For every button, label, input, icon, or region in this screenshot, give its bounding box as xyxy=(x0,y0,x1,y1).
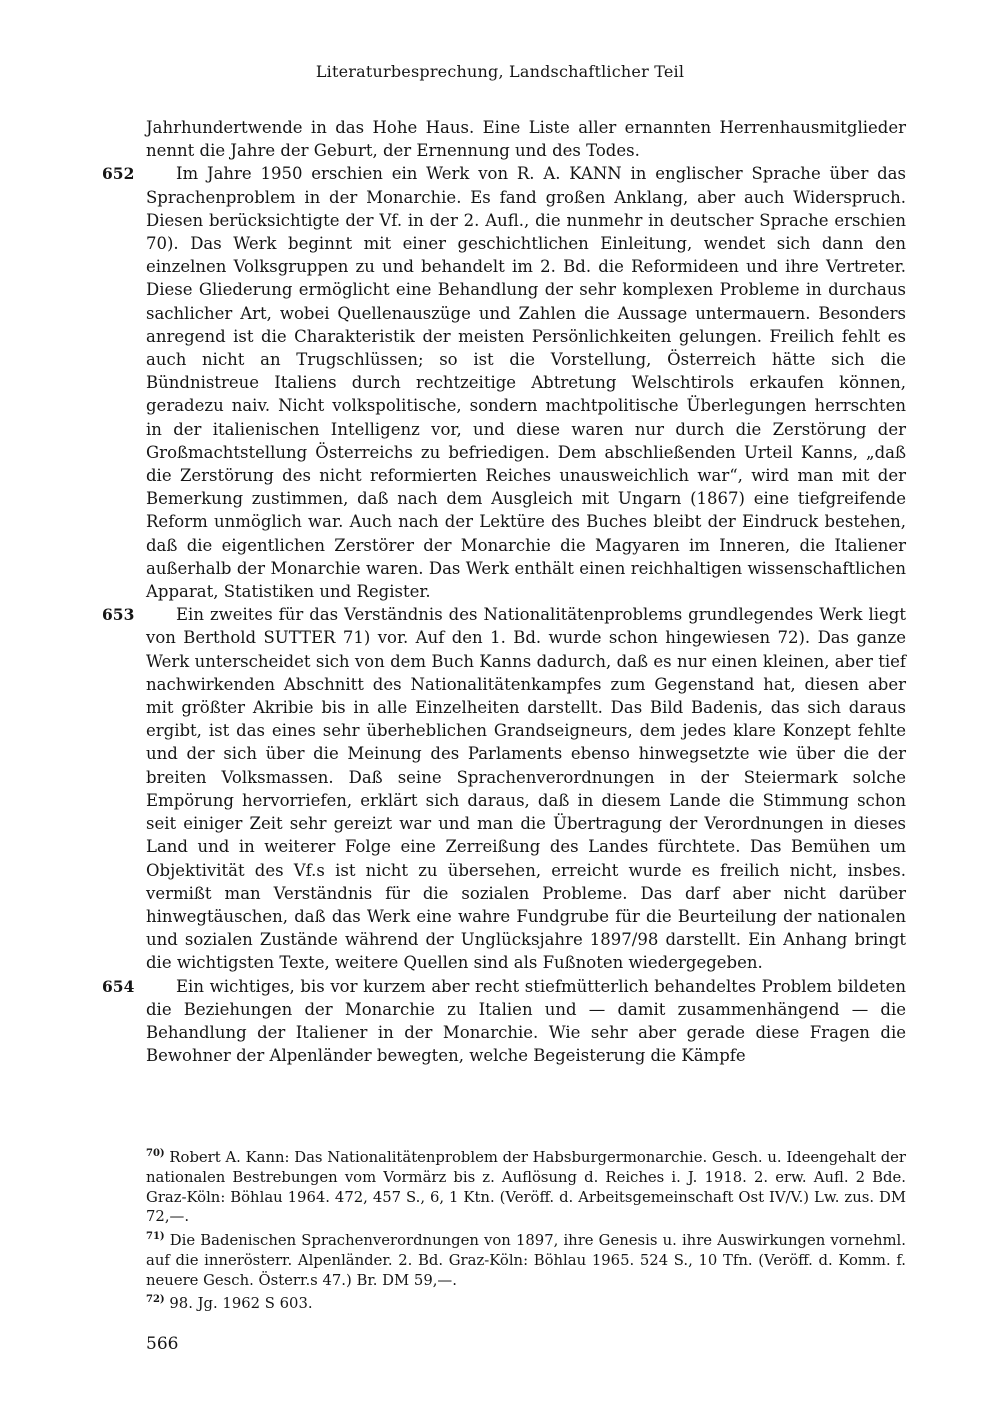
body-text xyxy=(102,116,906,1067)
footnote-text: Robert A. Kann: Das Nationalitätenproblem der Habsburgermonarchie. Gesch. u. Ideengehalt der nationalen Bestrebungen vom Vormärz bis z. Auflösung d. Reiches i. J. 1918. 2. erw. Aufl. 2 Bde. Graz-Köln: Böhlau 1964. 472, 457 S., 6, 1 Ktn. (Veröff. d. Arbeitsgemeinschaft Ost IV/V.) Lw. zus. DM 72,—. xyxy=(146,1148,906,1226)
footnote-71 xyxy=(146,1227,906,1290)
footnote-72 xyxy=(146,1290,906,1314)
footnote-70 xyxy=(146,1144,906,1227)
paragraph-text: Ein zweites für das Verständnis des Nationalitätenproblems grundlegendes Werk liegt von Berthold SUTTER 71) vor. Auf den 1. Bd. wurde schon hingewiesen 72). Das ganze Werk unterscheidet sich von dem Buch Kanns dadurch, daß es nur einen kleinen, aber tief nachwirkenden Abschnitt des Nationalitätenkampfes zum Gegenstand hat, diesen aber mit größter Akribie bis in alle Einzelheiten darstellt. Das Bild Badenis, das sich daraus ergibt, ist das eines sehr überheblichen Grandseigneurs, dem jedes klare Konzept fehlte und der sich über die Meinung des Parlaments ebenso hinwegsetzte wie über die der breiten Volksmassen. Daß seine Sprachenverordnungen in der Steiermark solche Empörung hervorriefen, erklärt sich daraus, daß in diesem Lande die Stimmung schon seit einiger Zeit sehr gereizt war und man die Übertragung der Verordnungen in dieses Land und in weiterer Folge eine Zerreißung des Landes fürchtete. Das Bemühen um Objektivität des Vf.s ist nicht zu übersehen, erreicht wurde es freilich nicht, insbes. vermißt man Verständnis für die sozialen Probleme. Das darf aber nicht darüber hinwegtäuschen, daß das Werk eine wahre Fundgrube für die Beurteilung der nationalen und sozialen Zustände während der Unglücksjahre 1897/98 darstellt. Ein Anhang bringt die wichtigsten Texte, weitere Quellen sind als Fußnoten wiedergegeben. xyxy=(146,605,906,973)
paragraph-text: Jahrhundertwende in das Hohe Haus. Eine Liste aller ernannten Herrenhausmitglieder nennt die Jahre der Geburt, der Ernennung und des Todes. xyxy=(146,118,906,161)
paragraph-continuation xyxy=(146,116,906,162)
paragraph-654 xyxy=(102,975,906,1068)
paragraph-text: Im Jahre 1950 erschien ein Werk von R. A. KANN in englischer Sprache über das Sprachenproblem in der Monarchie. Es fand großen Anklang, aber auch Widerspruch. Diesen berücksichtigte der Vf. in der 2. Aufl., die nunmehr in deutscher Sprache erschien 70). Das Werk beginnt mit einer geschichtlichen Einleitung, wendet sich dann den einzelnen Volksgruppen zu und behandelt im 2. Bd. die Reformideen und ihre Vertreter. Diese Gliederung ermöglicht eine Behandlung der sehr komplexen Probleme in durchaus sachlicher Art, wobei Quellenauszüge und Zahlen die Aussage untermauern. Besonders anregend ist die Charakteristik der meisten Persönlichkeiten gelungen. Freilich fehlt es auch nicht an Trugschlüssen; so ist die Vorstellung, Österreich hätte sich die Bündnistreue Italiens durch rechtzeitige Abtretung Welschtirols erkaufen können, geradezu naiv. Nicht volkspolitische, sondern machtpolitische Überlegungen herrschten in der italienischen Intelligenz vor, und diese waren nur durch die Zerstörung der Großmachtstellung Österreichs zu befriedigen. Dem abschließenden Urteil Kanns, „daß die Zerstörung des nicht reformierten Reiches unausweichlich war“, wird man mit der Bemerkung zustimmen, daß nach dem Ausgleich mit Ungarn (1867) eine tiefgreifende Reform unmöglich war. Auch nach der Lektüre des Buches bleibt der Eindruck bestehen, daß die eigentlichen Zerstörer der Monarchie die Magyaren im Inneren, die Italiener außerhalb der Monarchie waren. Das Werk enthält einen reichhaltigen wissenschaftlichen Apparat, Statistiken und Register. xyxy=(146,164,906,602)
paragraph-text: Ein wichtiges, bis vor kurzem aber recht stiefmütterlich behandeltes Problem bildeten die Beziehungen der Monarchie zu Italien und — damit zusammenhängend — die Behandlung der Italiener in der Monarchie. Wie sehr aber gerade diese Fragen die Bewohner der Alpenländer bewegten, welche Begeisterung die Kämpfe xyxy=(146,976,906,1066)
footnote-text: 98. Jg. 1962 S 603. xyxy=(169,1295,313,1313)
paragraph-652 xyxy=(102,162,906,603)
paragraph-number: 653 xyxy=(102,605,135,625)
footnote-mark: 70) xyxy=(146,1148,165,1159)
running-header: Literaturbesprechung, Landschaftlicher Teil xyxy=(315,62,685,81)
footnote-text: Die Badenischen Sprachenverordnungen von 1897, ihre Genesis u. ihre Auswirkungen vornehml. auf die innerösterr. Alpenländer. 2. Bd. Graz-Köln: Böhlau 1965. 524 S., 10 Tfn. (Veröff. d. Komm. f. neuere Gesch. Österr.s 47.) Br. DM 59,—. xyxy=(146,1232,906,1289)
paragraph-653 xyxy=(102,603,906,974)
footnote-mark: 72) xyxy=(146,1294,165,1306)
page-number: 566 xyxy=(146,1334,179,1354)
paragraph-number: 654 xyxy=(102,976,135,996)
footnotes xyxy=(146,1144,906,1314)
footnote-mark: 71) xyxy=(146,1231,165,1243)
paragraph-number: 652 xyxy=(102,164,135,184)
